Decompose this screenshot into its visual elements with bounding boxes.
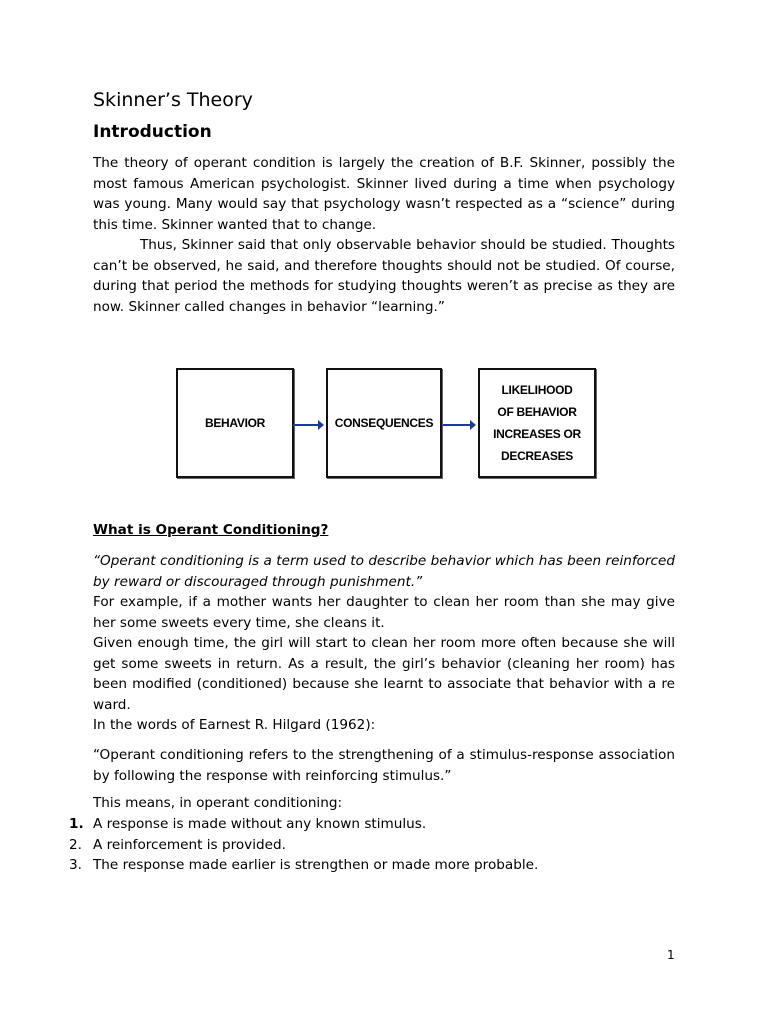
conditioning-steps-list: [69, 814, 539, 876]
intro-paragraph-1: The theory of operant condition is largely the creation of B.F. Skinner, possibly the most famous American psychologist. Skinner lived during a time when psychology was young. Many would say that psychology wasn’t respected as a “science” during this time. Skinner wanted that to change.: [93, 155, 675, 233]
document-title: Skinner’s Theory: [93, 89, 253, 111]
list-item-number: 2.: [69, 836, 82, 853]
list-item-text: The response made earlier is strengthen or made more probable.: [93, 857, 539, 873]
list-item: [69, 814, 538, 835]
diagram-arrow-2: [443, 424, 473, 426]
list-item-text: A response is made without any known stimulus.: [93, 816, 427, 832]
list-item-number: 3.: [69, 857, 82, 873]
list-item: [69, 855, 539, 876]
diagram-box-likelihood-line: OF BEHAVIOR: [497, 405, 577, 419]
list-item-number: 1.: [69, 816, 84, 832]
definition-quote: “Operant conditioning is a term used to describe behavior which has been reinforced by reward or discouraged through punishment.”: [93, 553, 675, 590]
diagram-arrow-1: [293, 424, 321, 426]
list-item-text: A reinforcement is provided.: [93, 836, 286, 853]
diagram-box-likelihood-line: LIKELIHOOD: [501, 383, 573, 397]
result-paragraph: Given enough time, the girl will start to clean her room more often because she will get some sweets in return. As a result, the girl’s behavior (cleaning her room) has been modified (conditioned) because she learnt to associate that behavior with a re ward.: [93, 635, 675, 713]
introduction-heading: Introduction: [93, 122, 212, 142]
diagram-box-behavior: [176, 368, 294, 478]
page-number: 1: [667, 948, 675, 962]
list-item: [69, 835, 538, 856]
intro-paragraph-2: Thus, Skinner said that only observable behavior should be studied. Thoughts can’t be observed, he said, and therefore thoughts should not be studied. Of course, during that period the methods for studying thoughts weren’t as precise as they are now. Skinner called changes in behavior “learning.”: [93, 237, 675, 315]
diagram-box-likelihood-line: DECREASES: [501, 449, 573, 463]
hilgard-intro: In the words of Earnest R. Hilgard (1962):: [93, 717, 376, 733]
diagram-box-likelihood-line: INCREASES OR: [493, 427, 581, 441]
operant-diagram: [170, 360, 600, 485]
diagram-box-likelihood: [478, 368, 596, 478]
hilgard-quote: “Operant conditioning refers to the strengthening of a stimulus-response association by following the response with reinforcing stimulus.”: [93, 747, 675, 784]
operant-heading: What is Operant Conditioning?: [93, 522, 329, 538]
diagram-box-behavior-label: BEHAVIOR: [204, 416, 266, 430]
example-paragraph: For example, if a mother wants her daughter to clean her room than she may give her some sweets every time, she cleans it.: [93, 594, 675, 631]
diagram-box-consequences: [326, 368, 442, 478]
meaning-intro: This means, in operant conditioning:: [93, 795, 343, 811]
diagram-box-consequences-label: CONSEQUENCES: [334, 416, 434, 430]
